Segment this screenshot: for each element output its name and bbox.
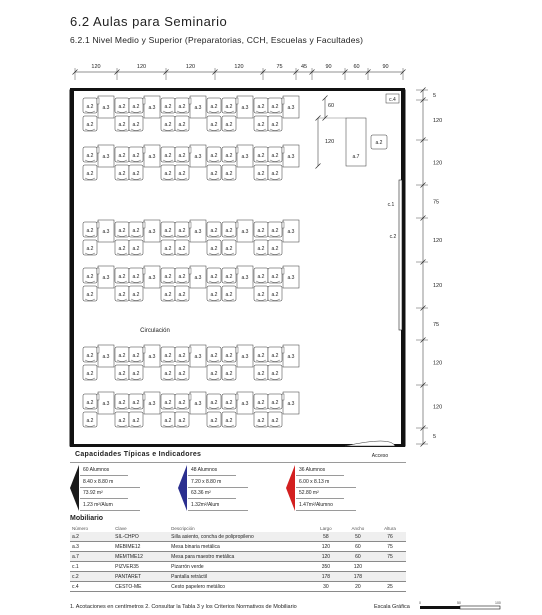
chair-label: a.2 xyxy=(271,400,279,406)
desk-leg xyxy=(282,394,284,400)
chair-label: a.2 xyxy=(271,171,279,177)
chair-label: a.2 xyxy=(132,228,140,234)
furniture-cell: 30 xyxy=(310,582,342,592)
furniture-column-header: Largo xyxy=(320,525,332,531)
furniture-cell xyxy=(374,572,406,582)
chair-label: a.2 xyxy=(164,274,172,280)
chair-label: a.2 xyxy=(257,228,265,234)
chair-label: a.2 xyxy=(225,104,233,110)
furniture-cell: c.2 xyxy=(70,572,113,582)
desk-label: a.3 xyxy=(102,354,110,360)
chair-label: a.2 xyxy=(132,371,140,377)
capacities-title: Capacidades Típicas e Indicadores xyxy=(75,451,202,458)
top-dimension: 120 xyxy=(234,64,244,70)
desk-leg xyxy=(236,268,238,274)
chair-label: a.2 xyxy=(118,400,126,406)
furniture-row xyxy=(70,542,406,552)
chair-label: a.2 xyxy=(118,122,126,128)
furniture-cell: 120 xyxy=(310,552,342,562)
right-dimension: 120 xyxy=(433,283,443,289)
capacity-value: 52.80 m² xyxy=(296,488,344,499)
furniture-cell: SIL-CHPO xyxy=(113,532,169,542)
chair-label: a.2 xyxy=(271,153,279,159)
furniture-row xyxy=(70,572,406,582)
chair-label: a.2 xyxy=(132,246,140,252)
desk-label: a.3 xyxy=(241,105,249,111)
chair-label: a.2 xyxy=(132,400,140,406)
page-title: 6.2 Aulas para Seminario xyxy=(70,14,228,29)
right-dimension: 75 xyxy=(433,322,440,328)
top-wall xyxy=(70,88,405,91)
chair-label: a.2 xyxy=(271,122,279,128)
chair-label: a.2 xyxy=(271,228,279,234)
furniture-cell: 178 xyxy=(310,572,342,582)
chair-label: a.2 xyxy=(132,274,140,280)
furniture-row xyxy=(70,552,406,562)
furniture-row xyxy=(70,562,406,572)
chair-label: a.2 xyxy=(257,371,265,377)
furniture-cell: a.7 xyxy=(70,552,113,562)
top-dimension: 120 xyxy=(91,64,101,70)
inner-dimension: 120 xyxy=(325,139,335,145)
desk-leg xyxy=(236,347,238,353)
capacity-value: 8.40 x 8.80 m xyxy=(80,477,140,488)
chair-label: a.2 xyxy=(257,171,265,177)
capacity-marker-icon xyxy=(70,465,80,511)
top-dimension: 120 xyxy=(185,64,196,70)
chair-label: a.2 xyxy=(86,122,94,128)
desk-leg xyxy=(143,268,145,274)
chalkboard-label: c.1 xyxy=(387,202,395,208)
chair-label: a.2 xyxy=(86,292,94,298)
capacity-value: 1.47m²/Alumno xyxy=(296,500,356,511)
right-dimension: 120 xyxy=(433,238,443,244)
chair-label: a.2 xyxy=(164,418,172,424)
chair-label: a.2 xyxy=(164,104,172,110)
furniture-cell: 58 xyxy=(310,532,342,542)
top-dimension: 45 xyxy=(300,64,308,70)
right-dimension: 120 xyxy=(433,404,443,411)
chair-label: a.2 xyxy=(271,292,279,298)
chair-label: a.2 xyxy=(178,228,186,234)
inner-dimension: 60 xyxy=(328,103,335,109)
chair-label: a.2 xyxy=(132,171,140,177)
desk-label: a.3 xyxy=(241,154,249,160)
chair-label: a.2 xyxy=(86,353,94,359)
chair-label: a.2 xyxy=(118,418,126,424)
desk-leg xyxy=(189,347,191,353)
scale-tick: 50 xyxy=(457,601,461,605)
chair-label: a.2 xyxy=(257,246,265,252)
furniture-title: Mobiliario xyxy=(70,515,104,522)
chair-label: a.2 xyxy=(210,292,218,298)
chair-label: a.2 xyxy=(178,353,186,359)
waste-bin-label: c.4 xyxy=(389,97,396,103)
chair-label: a.2 xyxy=(210,104,218,110)
capacity-value: 6.00 x 8.13 m xyxy=(296,477,356,488)
desk-label: a.3 xyxy=(148,275,156,281)
furniture-cell: Cesto papelero metálico xyxy=(169,582,310,592)
chair-label: a.2 xyxy=(178,418,186,424)
right-dimension: 5 xyxy=(433,93,437,99)
desk-leg xyxy=(282,147,284,153)
chair-label: a.2 xyxy=(86,274,94,280)
furniture-cell: 75 xyxy=(374,542,406,552)
teacher-chair-label: a.2 xyxy=(375,140,383,146)
desk-leg xyxy=(143,394,145,400)
chair-label: a.2 xyxy=(178,104,186,110)
top-dimension: 120 xyxy=(136,64,147,70)
capacity-value: 1.32m²/Alum xyxy=(188,500,248,511)
chair-label: a.2 xyxy=(257,400,265,406)
desk-label: a.3 xyxy=(102,275,110,281)
chair-label: a.2 xyxy=(86,400,94,406)
desk-label: a.3 xyxy=(287,229,295,235)
scale-label: Escala Gráfica xyxy=(374,604,410,610)
desk-label: a.3 xyxy=(148,154,156,160)
chair-label: a.2 xyxy=(257,104,265,110)
desk-label: a.3 xyxy=(194,105,202,111)
desk-leg xyxy=(97,268,99,274)
furniture-column-header: Clave xyxy=(115,525,127,531)
capacity-value: 1.23 m²/Alum xyxy=(80,500,140,511)
furniture-cell: MEMTME12 xyxy=(113,552,169,562)
desk-leg xyxy=(143,147,145,153)
right-dimension: 120 xyxy=(433,118,443,124)
furniture-cell: Mesa binaria metálica xyxy=(169,542,310,552)
desk-leg xyxy=(282,98,284,104)
teacher-desk-label: a.7 xyxy=(352,154,360,160)
chair-label: a.2 xyxy=(164,246,172,252)
capacity-value: 7.20 x 8.80 m xyxy=(188,477,248,488)
desk-label: a.3 xyxy=(241,229,249,235)
chair-label: a.2 xyxy=(118,353,126,359)
desk-label: a.3 xyxy=(194,229,202,235)
desk-label: a.3 xyxy=(287,354,295,360)
chair-label: a.2 xyxy=(257,122,265,128)
capacity-value: 36 Alumnos xyxy=(296,465,344,476)
top-dimension: 60 xyxy=(353,64,360,70)
desk-leg xyxy=(97,147,99,153)
capacity-group xyxy=(70,465,176,511)
chair-label: a.2 xyxy=(132,418,140,424)
capacity-group xyxy=(286,465,392,511)
capacity-marker-icon xyxy=(178,465,188,511)
chair-label: a.2 xyxy=(257,153,265,159)
chair-label: a.2 xyxy=(86,153,94,159)
furniture-column-header: Ancho xyxy=(351,525,365,531)
furniture-row xyxy=(70,582,406,592)
furniture-cell xyxy=(374,562,406,572)
furniture-column-header: Altura xyxy=(384,525,396,531)
chair-label: a.2 xyxy=(132,122,140,128)
furniture-cell: Mesa para maestro metálica xyxy=(169,552,310,562)
desk-label: a.3 xyxy=(148,354,156,360)
chair-label: a.2 xyxy=(118,171,126,177)
capacities-divider xyxy=(70,462,406,463)
chair-label: a.2 xyxy=(210,371,218,377)
desk-leg xyxy=(282,268,284,274)
desk-leg xyxy=(236,222,238,228)
chair-label: a.2 xyxy=(178,153,186,159)
furniture-table xyxy=(70,524,406,592)
chair-label: a.2 xyxy=(178,274,186,280)
desk-leg xyxy=(236,394,238,400)
capacity-value: 48 Alumnos xyxy=(188,465,236,476)
desk-label: a.3 xyxy=(148,229,156,235)
furniture-column-header: Número xyxy=(72,525,89,531)
chair-label: a.2 xyxy=(178,400,186,406)
furniture-column-header: Descripción xyxy=(171,525,195,531)
right-dimension: 5 xyxy=(433,434,437,440)
chair-label: a.2 xyxy=(225,171,233,177)
chair-label: a.2 xyxy=(86,418,94,424)
furniture-cell: CESTO-ME xyxy=(113,582,169,592)
furniture-header-row xyxy=(70,524,406,532)
chair-label: a.2 xyxy=(225,274,233,280)
chair-label: a.2 xyxy=(178,122,186,128)
desk-leg xyxy=(189,394,191,400)
desk-label: a.3 xyxy=(102,229,110,235)
chair-label: a.2 xyxy=(210,400,218,406)
chair-label: a.2 xyxy=(271,246,279,252)
desk-label: a.3 xyxy=(194,354,202,360)
circulation-label: Circulación xyxy=(140,328,170,334)
desk-leg xyxy=(236,147,238,153)
furniture-row xyxy=(70,532,406,542)
scale-tick: 100 xyxy=(495,601,501,605)
right-dimension: 120 xyxy=(433,360,443,367)
desk-leg xyxy=(97,222,99,228)
capacity-value: 63.36 m² xyxy=(188,488,236,499)
chair-label: a.2 xyxy=(210,153,218,159)
chair-label: a.2 xyxy=(178,371,186,377)
right-dimension: 75 xyxy=(433,199,440,206)
chair-label: a.2 xyxy=(210,353,218,359)
chair-label: a.2 xyxy=(86,104,94,110)
desk-leg xyxy=(189,222,191,228)
desk-label: a.3 xyxy=(287,401,295,407)
chair-label: a.2 xyxy=(132,292,140,298)
left-wall xyxy=(70,90,74,446)
capacity-value: 60 Alumnos xyxy=(80,465,128,476)
desk-leg xyxy=(97,394,99,400)
chair-label: a.2 xyxy=(271,353,279,359)
chair-label: a.2 xyxy=(178,246,186,252)
chair-label: a.2 xyxy=(132,353,140,359)
top-dimension: 90 xyxy=(382,64,389,70)
chair-label: a.2 xyxy=(118,228,126,234)
furniture-cell: a.2 xyxy=(70,532,113,542)
chair-label: a.2 xyxy=(210,228,218,234)
chair-label: a.2 xyxy=(164,400,172,406)
furniture-cell: 76 xyxy=(374,532,406,542)
chair-label: a.2 xyxy=(210,274,218,280)
capacity-group xyxy=(178,465,284,511)
chair-label: a.2 xyxy=(225,153,233,159)
chair-label: a.2 xyxy=(164,353,172,359)
desk-leg xyxy=(97,347,99,353)
furniture-cell: 60 xyxy=(342,552,374,562)
chair-label: a.2 xyxy=(225,400,233,406)
desk-leg xyxy=(189,268,191,274)
screen-label: c.2 xyxy=(389,234,397,240)
desk-leg xyxy=(143,222,145,228)
furniture-cell: 20 xyxy=(342,582,374,592)
page-subtitle: 6.2.1 Nivel Medio y Superior (Preparatorias, CCH, Escuelas y Facultades) xyxy=(70,35,364,45)
top-dimension: 75 xyxy=(276,64,283,70)
chair-label: a.2 xyxy=(271,418,279,424)
desk-leg xyxy=(143,98,145,104)
desk-label: a.3 xyxy=(102,105,110,111)
chair-label: a.2 xyxy=(257,418,265,424)
furniture-cell: 178 xyxy=(342,572,374,582)
chair-label: a.2 xyxy=(86,228,94,234)
desk-leg xyxy=(97,98,99,104)
chair-label: a.2 xyxy=(132,104,140,110)
chair-label: a.2 xyxy=(164,171,172,177)
desk-label: a.3 xyxy=(241,275,249,281)
chair-label: a.2 xyxy=(118,371,126,377)
chair-label: a.2 xyxy=(164,122,172,128)
furniture-cell: 120 xyxy=(310,542,342,552)
door-swing xyxy=(345,441,395,446)
desk-label: a.3 xyxy=(148,401,156,407)
desk-label: a.3 xyxy=(148,105,156,111)
chair-label: a.2 xyxy=(178,171,186,177)
chair-label: a.2 xyxy=(118,246,126,252)
furniture-cell: 120 xyxy=(342,562,374,572)
chair-label: a.2 xyxy=(118,153,126,159)
desk-leg xyxy=(282,222,284,228)
furniture-cell: a.3 xyxy=(70,542,113,552)
desk-label: a.3 xyxy=(102,154,110,160)
desk-label: a.3 xyxy=(194,275,202,281)
chair-label: a.2 xyxy=(225,292,233,298)
chair-label: a.2 xyxy=(225,228,233,234)
chair-label: a.2 xyxy=(210,246,218,252)
furniture-cell: 25 xyxy=(374,582,406,592)
furniture-cell: 60 xyxy=(342,542,374,552)
chair-label: a.2 xyxy=(225,122,233,128)
chair-label: a.2 xyxy=(164,371,172,377)
furniture-cell: c.1 xyxy=(70,562,113,572)
desk-label: a.3 xyxy=(241,401,249,407)
chalkboard xyxy=(399,180,402,330)
furniture-cell: Pizarrón verde xyxy=(169,562,310,572)
chair-label: a.2 xyxy=(271,274,279,280)
furniture-cell: MEBIME12 xyxy=(113,542,169,552)
chair-label: a.2 xyxy=(257,353,265,359)
chair-label: a.2 xyxy=(225,353,233,359)
graphic-scale xyxy=(418,600,508,612)
furniture-cell: 350 xyxy=(310,562,342,572)
desk-label: a.3 xyxy=(194,401,202,407)
chair-label: a.2 xyxy=(118,292,126,298)
desk-leg xyxy=(189,98,191,104)
chair-label: a.2 xyxy=(225,418,233,424)
chair-label: a.2 xyxy=(118,274,126,280)
capacity-marker-icon xyxy=(286,465,296,511)
desk-label: a.3 xyxy=(102,401,110,407)
footnotes: 1. Acotaciones en centímetros 2. Consultar la Tabla 3 y los Criterios Normativos de Mobiliario xyxy=(70,604,297,610)
chair-label: a.2 xyxy=(225,246,233,252)
chair-label: a.2 xyxy=(164,228,172,234)
furniture-cell: Silla asiento, concha de polipropileno xyxy=(169,532,310,542)
chair-label: a.2 xyxy=(225,371,233,377)
desk-leg xyxy=(189,147,191,153)
chair-label: a.2 xyxy=(271,371,279,377)
desk-label: a.3 xyxy=(194,154,202,160)
desk-label: a.3 xyxy=(241,354,249,360)
desk-leg xyxy=(282,347,284,353)
chair-label: a.2 xyxy=(210,418,218,424)
chair-label: a.2 xyxy=(164,153,172,159)
chair-label: a.2 xyxy=(210,122,218,128)
chair-label: a.2 xyxy=(86,246,94,252)
furniture-cell: Pantalla retráctil xyxy=(169,572,310,582)
chair-label: a.2 xyxy=(132,153,140,159)
capacity-value: 73.92 m² xyxy=(80,488,128,499)
chair-label: a.2 xyxy=(178,292,186,298)
furniture-cell: 50 xyxy=(342,532,374,542)
desk-label: a.3 xyxy=(287,275,295,281)
top-dimension: 90 xyxy=(325,64,332,70)
right-dimension: 120 xyxy=(433,160,443,167)
desk-label: a.3 xyxy=(287,154,295,160)
chair-label: a.2 xyxy=(257,274,265,280)
furniture-cell: PANTARET xyxy=(113,572,169,582)
chair-label: a.2 xyxy=(257,292,265,298)
scale-tick: 0 xyxy=(419,601,421,605)
access-label: Acceso xyxy=(371,453,389,459)
chair-label: a.2 xyxy=(271,104,279,110)
desk-leg xyxy=(236,98,238,104)
chair-label: a.2 xyxy=(210,171,218,177)
furniture-cell: PIZVER35 xyxy=(113,562,169,572)
furniture-cell: c.4 xyxy=(70,582,113,592)
desk-label: a.3 xyxy=(287,105,295,111)
chair-label: a.2 xyxy=(118,104,126,110)
chair-label: a.2 xyxy=(164,292,172,298)
chair-label: a.2 xyxy=(86,171,94,177)
desk-leg xyxy=(143,347,145,353)
furniture-cell: 75 xyxy=(374,552,406,562)
chair-label: a.2 xyxy=(86,371,94,377)
